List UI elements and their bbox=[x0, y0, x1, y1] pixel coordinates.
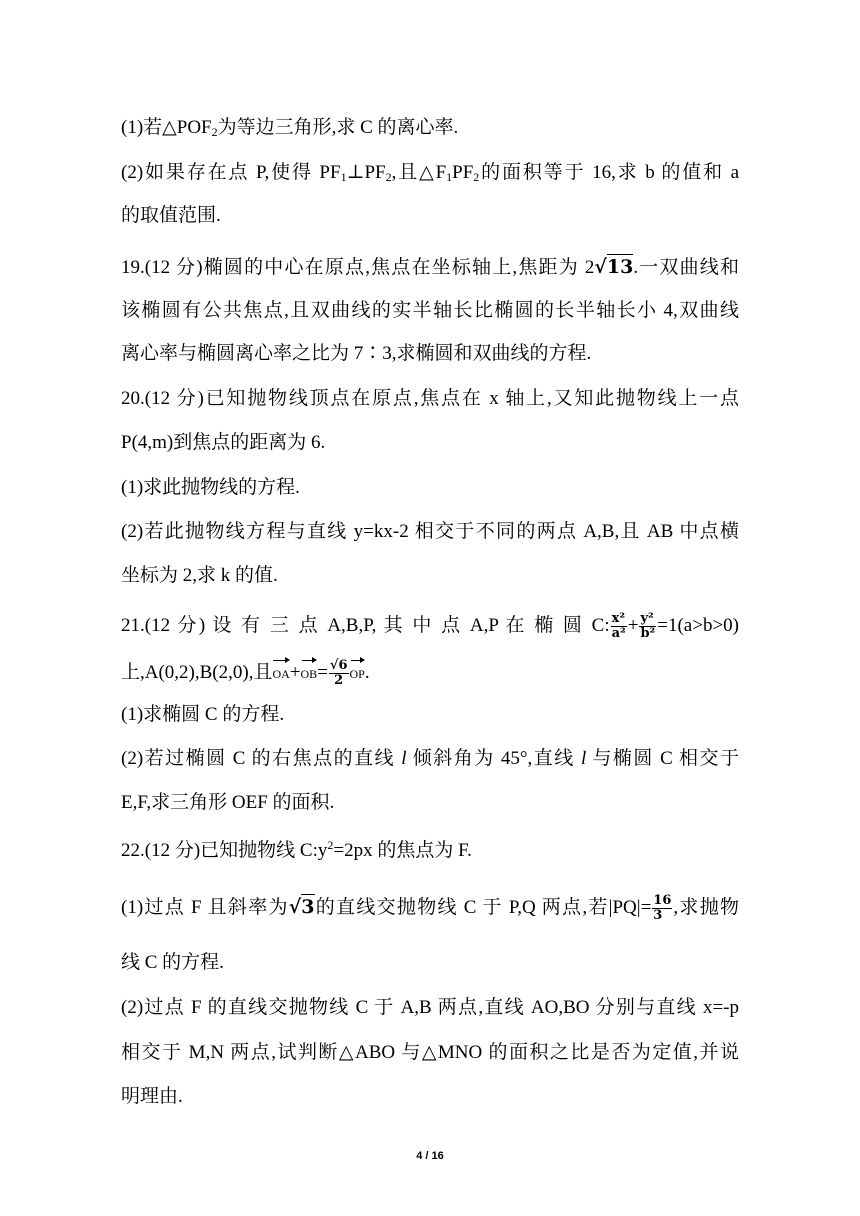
page-number: 4 / 16 bbox=[416, 1150, 444, 1162]
text: + bbox=[627, 614, 639, 636]
q22-part2-line1: (2)过点 F 的直线交抛物线 C 于 A,B 两点,直线 AO,BO 分别与直线 x=-p bbox=[121, 997, 739, 1018]
text: (2)若过椭圆 C 的右焦点的直线 bbox=[121, 748, 402, 769]
text: (1)若△POF bbox=[121, 117, 212, 138]
q22-part1-line2: 线 C 的方程. bbox=[121, 952, 224, 973]
line-l-symbol: l bbox=[580, 748, 587, 769]
superscript: 2 bbox=[327, 838, 334, 852]
subscript: 2 bbox=[211, 125, 218, 139]
numerator: y² bbox=[639, 612, 656, 627]
numerator: x² bbox=[611, 611, 626, 626]
denominator: 2 bbox=[334, 673, 344, 689]
fraction-sqrt6-2 bbox=[329, 659, 349, 688]
text: PF bbox=[452, 162, 474, 183]
vector-op: OP bbox=[350, 657, 365, 687]
text: 21.(12 分) 设 有 三 点 A,B,P, 其 中 点 A,P 在 椭 圆 C: bbox=[121, 614, 610, 636]
numerator: √6 bbox=[329, 658, 348, 674]
text: =2px 的焦点为 F. bbox=[333, 840, 472, 861]
text: 为等边三角形,求 C 的离心率. bbox=[217, 117, 459, 138]
q18-part1 bbox=[121, 115, 739, 141]
text: 的直线交抛物线 C 于 P,Q 两点,若|PQ|= bbox=[314, 897, 652, 918]
q20-line1: 20.(12 分)已知抛物线顶点在原点,焦点在 x 轴上,又知此抛物线上一点 bbox=[121, 388, 739, 409]
text: 22.(12 分)已知抛物线 C:y bbox=[121, 840, 328, 861]
q21-part2-line2: E,F,求三角形 OEF 的面积. bbox=[121, 792, 335, 813]
fraction-y2-b2 bbox=[639, 612, 656, 641]
q20-part2-line2: 坐标为 2,求 k 的值. bbox=[121, 565, 278, 586]
fraction-x2-a2 bbox=[611, 612, 627, 641]
q20-part2-line1: (2)若此抛物线方程与直线 y=kx-2 相交于不同的两点 A,B,且 AB 中点横 bbox=[121, 521, 739, 542]
q18-part2-line2: 的取值范围. bbox=[121, 205, 221, 226]
q22-part2-line3: 明理由. bbox=[121, 1086, 183, 1107]
text: ,求抛物 bbox=[673, 897, 739, 918]
text: + bbox=[289, 662, 301, 683]
q18-part2-line1 bbox=[121, 160, 739, 186]
denominator: 3 bbox=[653, 908, 663, 924]
text: . bbox=[364, 662, 370, 683]
sqrt-13: √13 bbox=[594, 256, 634, 278]
q19-line2: 该椭圆有公共焦点,且双曲线的实半轴长比椭圆的长半轴长小 4,双曲线 bbox=[121, 300, 739, 321]
q20-line2: P(4,m)到焦点的距离为 6. bbox=[121, 432, 326, 453]
fraction-16-3 bbox=[652, 894, 672, 923]
vector-ob: OB bbox=[301, 657, 318, 687]
text: ,且△F bbox=[391, 162, 447, 183]
text: 与椭圆 C 相交于 bbox=[586, 748, 739, 769]
q21-line2 bbox=[121, 657, 739, 688]
subscript: 2 bbox=[385, 170, 392, 184]
text: =1(a>b>0) bbox=[657, 614, 739, 636]
text: 19.(12 分)椭圆的中心在原点,焦点在坐标轴上,焦距为 2 bbox=[121, 257, 595, 278]
line-l-symbol: l bbox=[401, 748, 407, 769]
text: (2)如果存在点 P,使得 PF bbox=[121, 162, 341, 183]
q20-part1: (1)求此抛物线的方程. bbox=[121, 477, 300, 498]
q22-part2-line2: 相交于 M,N 两点,试判断△ABO 与△MNO 的面积之比是否为定值,并说 bbox=[121, 1042, 739, 1063]
radicand: 13 bbox=[606, 256, 634, 278]
text: 的面积等于 16,求 b 的值和 a bbox=[479, 162, 740, 183]
denominator: b² bbox=[640, 626, 656, 641]
text: 上,A(0,2),B(2,0),且 bbox=[121, 662, 273, 683]
text: (1)过点 F 且斜率为 bbox=[121, 897, 289, 918]
q21-line1 bbox=[121, 612, 739, 641]
q19-line1 bbox=[121, 254, 739, 281]
q22-line1 bbox=[121, 838, 739, 864]
subscript: 1 bbox=[340, 170, 347, 184]
sqrt-3: √3 bbox=[288, 896, 315, 918]
text: = bbox=[317, 662, 328, 683]
subscript: 2 bbox=[473, 170, 480, 184]
numerator: 16 bbox=[653, 893, 672, 909]
text: ⊥PF bbox=[346, 162, 386, 183]
denominator: a² bbox=[611, 626, 626, 641]
q21-part1: (1)求椭圆 C 的方程. bbox=[121, 704, 285, 725]
q19-line3: 离心率与椭圆离心率之比为 7∶3,求椭圆和双曲线的方程. bbox=[121, 343, 592, 364]
radicand: 3 bbox=[301, 896, 315, 918]
subscript: 1 bbox=[446, 170, 453, 184]
vector-oa: OA bbox=[272, 657, 289, 687]
text: 倾斜角为 45°,直线 bbox=[406, 748, 581, 769]
text: .一双曲线和 bbox=[633, 257, 739, 278]
q21-part2-line1 bbox=[121, 746, 739, 772]
q22-part1-line1 bbox=[121, 894, 739, 923]
